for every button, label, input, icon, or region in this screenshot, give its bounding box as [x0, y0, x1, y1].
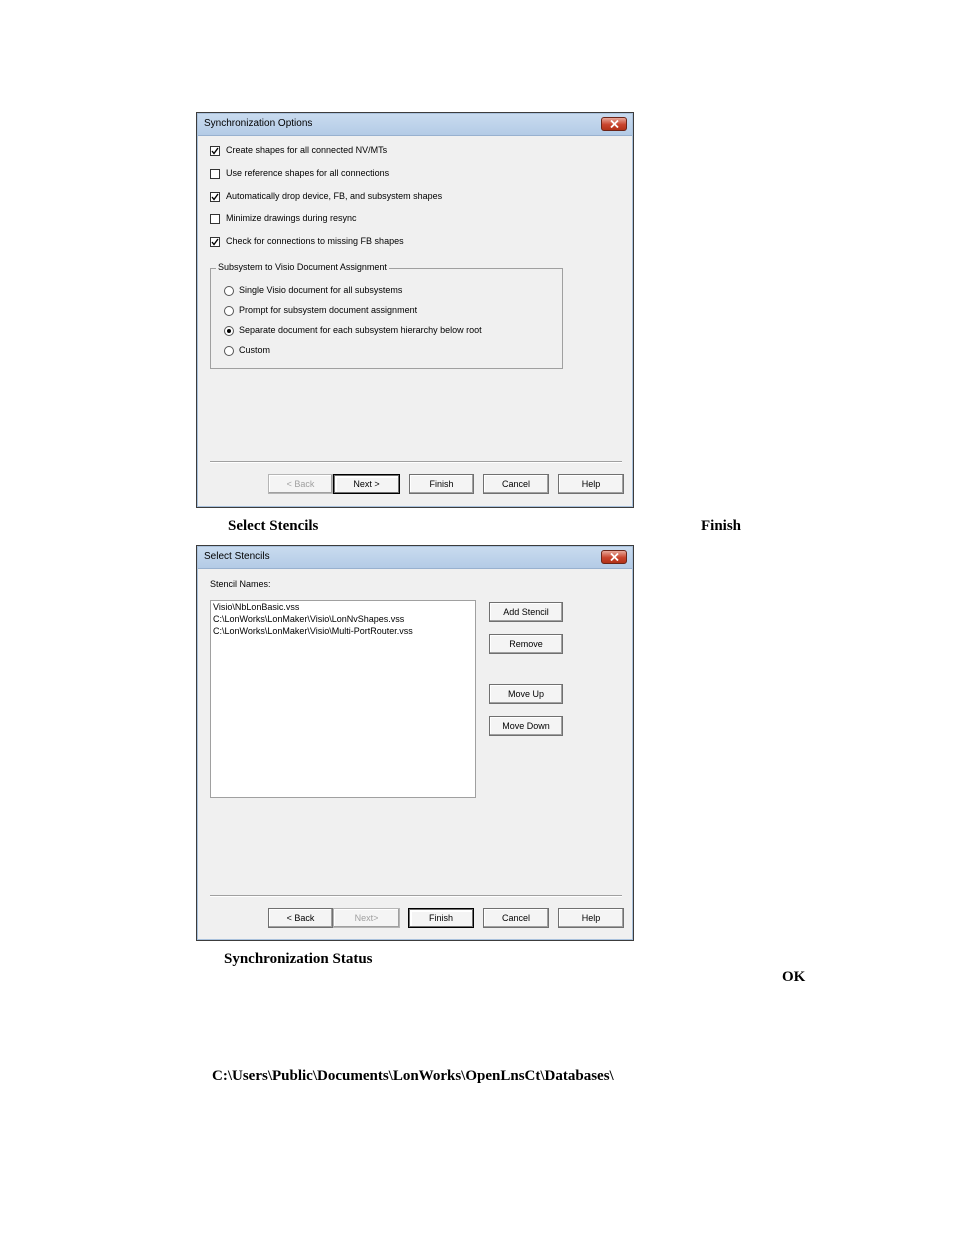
synchronization-options-dialog	[196, 112, 634, 508]
next-button[interactable]: Next >	[333, 474, 400, 494]
caption-ok: OK	[782, 969, 806, 985]
close-icon	[610, 553, 619, 561]
caption-finish: Finish	[701, 518, 742, 534]
option-label: Minimize drawings during resync	[226, 213, 357, 223]
check-icon	[211, 193, 219, 201]
checkbox[interactable]	[210, 237, 220, 247]
radio-label: Prompt for subsystem document assignment	[239, 305, 418, 315]
list-item[interactable]: Visio\NbLonBasic.vss	[213, 602, 300, 612]
option-label: Automatically drop device, FB, and subsystem shapes	[226, 191, 443, 201]
option-label: Use reference shapes for all connections	[226, 168, 390, 178]
caption-select-stencils: Select Stencils	[228, 518, 319, 534]
move-up-button[interactable]: Move Up	[489, 684, 563, 704]
list-item[interactable]: C:\LonWorks\LonMaker\Visio\LonNvShapes.vss	[213, 614, 405, 624]
option-label: Check for connections to missing FB shapes	[226, 236, 404, 246]
back-button[interactable]: < Back	[268, 908, 333, 928]
radio-label: Custom	[239, 345, 271, 355]
back-button[interactable]: < Back	[268, 474, 333, 494]
radio-button[interactable]	[224, 326, 234, 336]
group-title: Subsystem to Visio Document Assignment	[218, 262, 387, 272]
help-button[interactable]: Help	[558, 474, 624, 494]
option-label: Create shapes for all connected NV/MTs	[226, 145, 388, 155]
add-stencil-button[interactable]: Add Stencil	[489, 602, 563, 622]
radio-label: Single Visio document for all subsystems	[239, 285, 403, 295]
caption-database-path: C:\Users\Public\Documents\LonWorks\OpenLnsCt\Databases\	[212, 1068, 614, 1084]
close-button[interactable]	[601, 117, 627, 131]
subsystem-assignment-group	[210, 262, 563, 369]
close-button[interactable]	[601, 550, 627, 564]
finish-button[interactable]: Finish	[409, 474, 474, 494]
finish-button[interactable]: Finish	[408, 908, 474, 928]
remove-button[interactable]: Remove	[489, 634, 563, 654]
radio-button[interactable]	[224, 306, 234, 316]
checkbox[interactable]	[210, 146, 220, 156]
move-down-button[interactable]: Move Down	[489, 716, 563, 736]
radio-button[interactable]	[224, 286, 234, 296]
button-separator	[210, 461, 622, 463]
close-icon	[610, 120, 619, 128]
select-stencils-dialog	[196, 545, 634, 941]
caption-sync-status: Synchronization Status	[224, 951, 373, 967]
stencil-list[interactable]	[210, 600, 476, 798]
radio-label: Separate document for each subsystem hierarchy below root	[239, 325, 482, 335]
title-bar	[198, 114, 632, 136]
radio-selected-dot	[227, 329, 231, 333]
check-icon	[211, 147, 219, 155]
radio-button[interactable]	[224, 346, 234, 356]
dialog-title: Synchronization Options	[204, 118, 313, 129]
title-bar	[198, 547, 632, 569]
cancel-button[interactable]: Cancel	[483, 908, 549, 928]
button-separator	[210, 895, 622, 897]
check-icon	[211, 238, 219, 246]
checkbox[interactable]	[210, 214, 220, 224]
checkbox[interactable]	[210, 192, 220, 202]
checkbox[interactable]	[210, 169, 220, 179]
help-button[interactable]: Help	[558, 908, 624, 928]
next-button[interactable]: Next>	[333, 908, 400, 928]
cancel-button[interactable]: Cancel	[483, 474, 549, 494]
list-item[interactable]: C:\LonWorks\LonMaker\Visio\Multi-PortRouter.vss	[213, 626, 413, 636]
dialog-title: Select Stencils	[204, 551, 270, 562]
stencil-names-label: Stencil Names:	[210, 579, 271, 589]
